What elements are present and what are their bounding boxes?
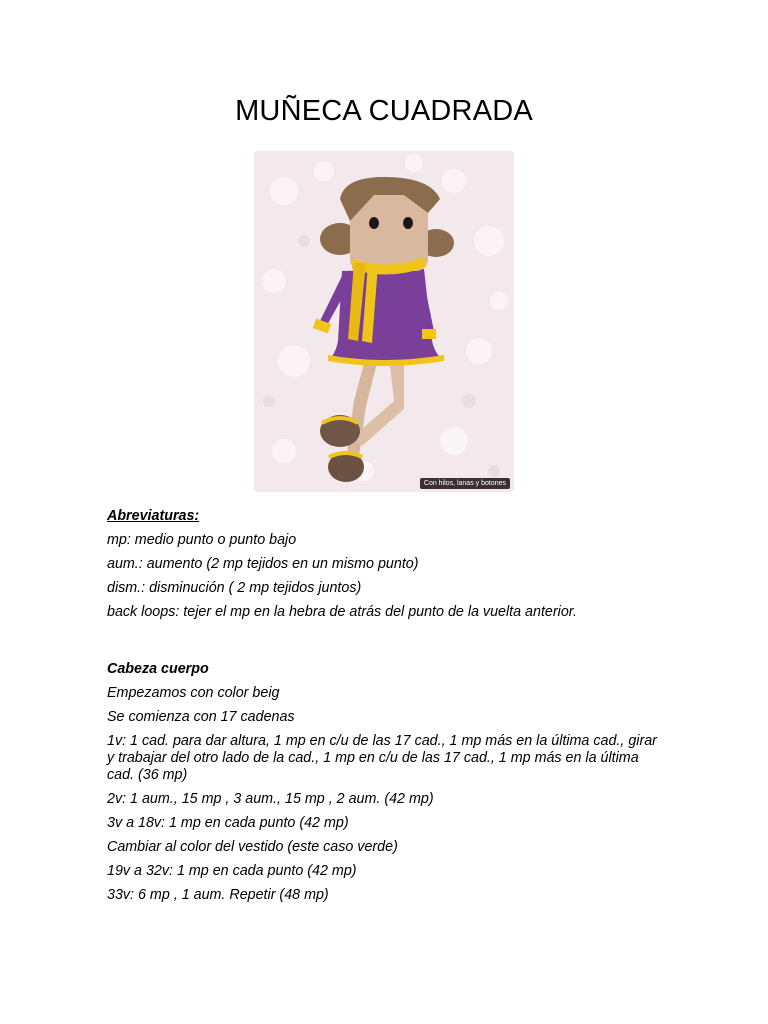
- abbreviations-heading: Abreviaturas:: [107, 508, 200, 524]
- instruction-line: 19v a 32v: 1 mp en cada punto (42 mp): [107, 863, 357, 879]
- abbreviation-line: aum.: aumento (2 mp tejidos en un mismo punto): [107, 556, 419, 572]
- document-title: MUÑECA CUADRADA: [235, 95, 533, 127]
- instruction-line: 33v: 6 mp , 1 aum. Repetir (48 mp): [107, 887, 329, 903]
- abbreviation-line: back loops: tejer el mp en la hebra de atrás del punto de la vuelta anterior.: [107, 604, 577, 620]
- abbreviations-section: [107, 508, 667, 621]
- instruction-line: 1v: 1 cad. para dar altura, 1 mp en c/u de las 17 cad., 1 mp más en la última cad., girar y trabajar del otro lado de la cad., 1 mp en c/u de las 17 cad., 1 mp más en la última cad. (36 mp): [107, 733, 657, 783]
- doll-photo: [254, 151, 514, 492]
- section-heading: Cabeza cuerpo: [107, 661, 209, 677]
- photo-watermark: Con hilos, lanas y botones: [420, 478, 510, 489]
- instruction-line: Empezamos con color beig: [107, 685, 280, 701]
- abbreviation-line: dism.: disminución ( 2 mp tejidos juntos): [107, 580, 362, 596]
- head-body-section: [107, 661, 667, 904]
- instruction-line: Se comienza con 17 cadenas: [107, 709, 295, 725]
- instruction-line: Cambiar al color del vestido (este caso verde): [107, 839, 398, 855]
- abbreviation-line: mp: medio punto o punto bajo: [107, 532, 297, 548]
- instruction-line: 2v: 1 aum., 15 mp , 3 aum., 15 mp , 2 aum. (42 mp): [107, 791, 434, 807]
- instruction-line: 3v a 18v: 1 mp en cada punto (42 mp): [107, 815, 349, 831]
